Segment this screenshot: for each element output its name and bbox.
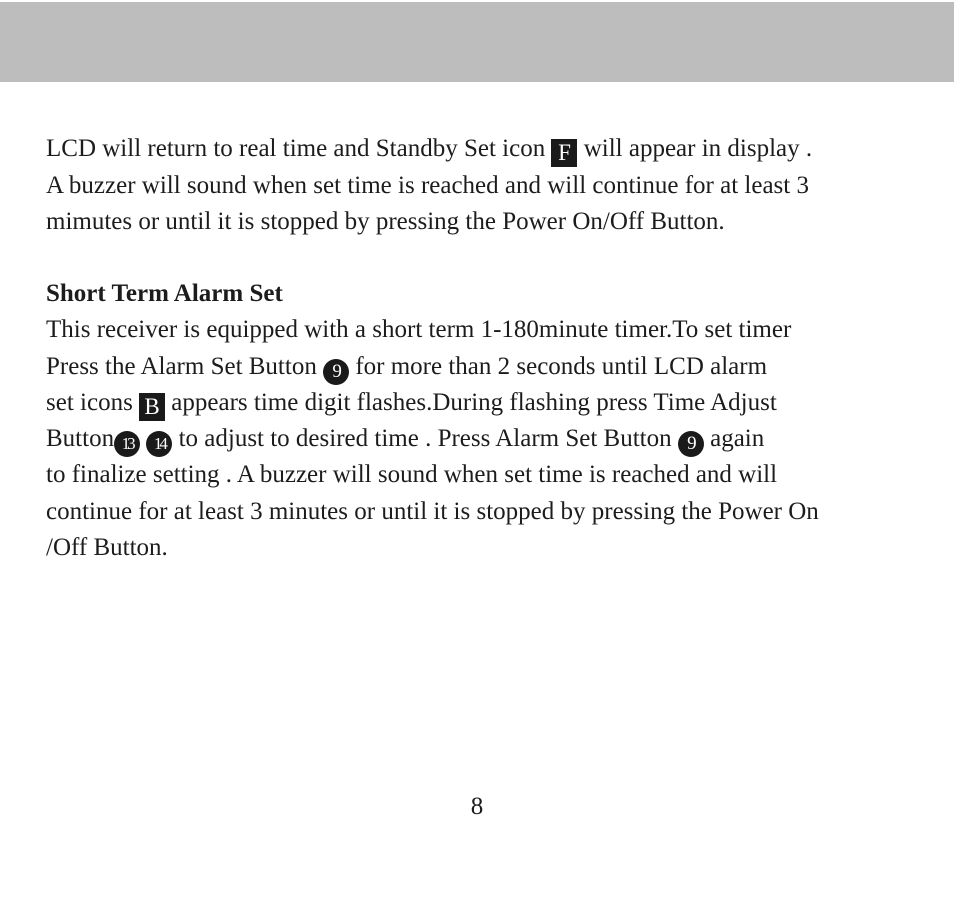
paragraph1-line1 (46, 134, 812, 167)
section-line2-text-b: for more than 2 seconds until LCD alarm (349, 353, 768, 380)
section-line5: to finalize setting . A buzzer will sound when set time is reached and will (46, 461, 778, 488)
paragraph1-line1-text-a: LCD will return to real time and Standby Set icon (46, 135, 552, 162)
paragraph1-line1-text-b: will appear in display . (577, 135, 813, 162)
section-line4-text-b: to adjust to desired time . Press Alarm Set Button (172, 425, 678, 452)
section-line2 (46, 352, 767, 385)
section-line3-text-b: appears time digit flashes.During flashing press Time Adjust (165, 389, 777, 416)
section-line7: /Off Button. (46, 534, 168, 561)
section-line4 (46, 424, 764, 457)
time-adjust-button-13-icon: 13 (114, 431, 140, 457)
header-band (0, 2, 954, 82)
section-line6: continue for at least 3 minutes or until it is stopped by pressing the Power On (46, 498, 819, 525)
section-line4-text-a: Button (46, 425, 115, 452)
section-line2-text-a: Press the Alarm Set Button (46, 353, 324, 380)
alarm-set-button-9-icon-again: 9 (678, 431, 704, 457)
alarm-set-button-9-icon: 9 (323, 359, 349, 385)
paragraph1-line3: mimutes or until it is stopped by pressing the Power On/Off Button. (46, 208, 725, 235)
section-line1: This receiver is equipped with a short term 1-180minute timer.To set timer (46, 316, 792, 343)
section-heading: Short Term Alarm Set (46, 280, 283, 307)
section-line3-text-a: set icons (46, 389, 140, 416)
page-number: 8 (470, 793, 484, 820)
section-line4-text-c: again (703, 425, 765, 452)
alarm-set-b-icon: B (139, 393, 165, 421)
section-line3 (46, 388, 777, 421)
standby-set-f-icon: F (551, 139, 577, 167)
paragraph1-line2: A buzzer will sound when set time is reached and will continue for at least 3 (46, 172, 809, 199)
time-adjust-button-14-icon: 14 (146, 431, 172, 457)
